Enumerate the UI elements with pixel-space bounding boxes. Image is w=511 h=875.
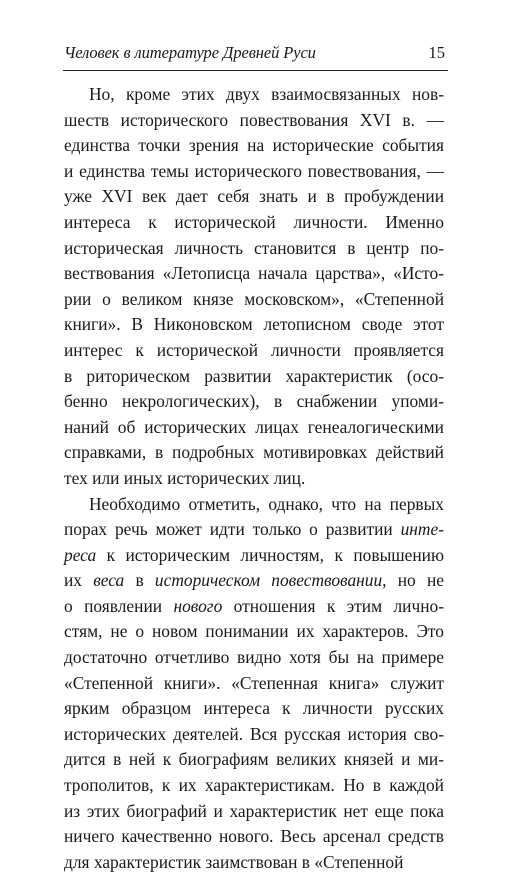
text-line xyxy=(64,184,444,210)
text-run: трополитов, к их характеристикам. Но в каждой xyxy=(64,775,444,795)
text-run: ничего качественно нового. Весь арсенал средств xyxy=(64,826,444,846)
text-line xyxy=(64,492,444,518)
text-line xyxy=(64,517,444,543)
text-line xyxy=(64,364,444,390)
text-run: Но, кроме этих двух взаимосвязанных нов- xyxy=(89,84,444,104)
text-run: достаточно отчетливо видно хотя бы на примере xyxy=(64,647,444,667)
italic-run: историческом повествовании, xyxy=(155,570,387,590)
text-run: шеств исторического повествования XVI в. — xyxy=(64,110,444,130)
italic-run: веса xyxy=(93,570,124,590)
text-run: интерес к исторической личности проявляется xyxy=(64,340,444,360)
text-run: «Степенной книги». «Степенная книга» служит xyxy=(64,673,444,693)
text-run: для характеристик заимствован в «Степенной xyxy=(64,852,403,872)
page-number: 15 xyxy=(429,43,446,63)
text-run: вествования «Летописца начала царства», «Исто- xyxy=(64,263,444,283)
text-line xyxy=(64,619,444,645)
text-line xyxy=(64,108,444,134)
text-line xyxy=(64,671,444,697)
text-line xyxy=(64,82,444,108)
text-line xyxy=(64,133,444,159)
text-run: Необходимо отметить, однако, что на первых xyxy=(89,494,444,514)
running-head xyxy=(64,43,445,63)
text-run: к историческим личностям, к повышению xyxy=(96,545,444,565)
text-run: справками, в подробных мотивировках действий xyxy=(64,442,444,462)
text-run: рии о великом князе московском», «Степенной xyxy=(64,289,444,309)
text-line xyxy=(64,210,444,236)
text-line xyxy=(64,312,444,338)
text-line xyxy=(64,466,444,492)
text-line xyxy=(64,696,444,722)
text-line xyxy=(64,543,444,569)
italic-run: нового xyxy=(173,596,222,616)
paragraph xyxy=(64,492,444,875)
text-line xyxy=(64,159,444,185)
text-run: и единства темы исторического повествования, — xyxy=(64,161,444,181)
text-run: тех или иных исторических лиц. xyxy=(64,468,305,488)
text-run: о появлении xyxy=(64,596,173,616)
text-run: исторических деятелей. Вся русская история сво- xyxy=(64,724,444,744)
text-run: в риторическом развитии характеристик (осо- xyxy=(64,366,444,386)
text-line xyxy=(64,389,444,415)
text-run: стям, не о новом понимании их характеров. Это xyxy=(64,621,444,641)
text-line xyxy=(64,594,444,620)
text-line xyxy=(64,645,444,671)
text-run: порах речь может идти только о развитии xyxy=(64,519,401,539)
text-run: бенно некрологических), в снабжении упоми- xyxy=(64,391,444,411)
text-run: интереса к исторической личности. Именно xyxy=(64,212,444,232)
text-run: в xyxy=(124,570,155,590)
text-line xyxy=(64,824,444,850)
italic-run: реса xyxy=(64,545,96,565)
text-run: дится в ней к биографиям великих князей и ми- xyxy=(64,749,444,769)
text-run: уже XVI век дает себя знать и в пробуждении xyxy=(64,186,444,206)
text-line xyxy=(64,568,444,594)
text-run: наний об исторических лицах генеалогическими xyxy=(64,417,444,437)
text-run: ярким образцом интереса к личности русских xyxy=(64,698,444,718)
text-line xyxy=(64,236,444,262)
text-line xyxy=(64,747,444,773)
text-run: но не xyxy=(387,570,444,590)
text-line xyxy=(64,261,444,287)
text-line xyxy=(64,722,444,748)
italic-run: инте- xyxy=(401,519,444,539)
text-line xyxy=(64,773,444,799)
text-run: из этих биографий и характеристик нет еще пока xyxy=(64,801,444,821)
text-line xyxy=(64,415,444,441)
text-line xyxy=(64,338,444,364)
text-run: единства точки зрения на исторические события xyxy=(64,135,444,155)
header-rule xyxy=(63,70,448,71)
text-run: историческая личность становится в центр по- xyxy=(64,238,444,258)
text-line xyxy=(64,799,444,825)
running-title: Человек в литературе Древней Руси xyxy=(64,43,316,63)
text-line xyxy=(64,850,444,875)
text-run: отношения к этим лично- xyxy=(222,596,444,616)
text-run: книги». В Никоновском летописном своде этот xyxy=(64,314,444,334)
text-run: их xyxy=(64,570,93,590)
text-line xyxy=(64,440,444,466)
text-line xyxy=(64,287,444,313)
body-text xyxy=(64,82,444,875)
paragraph xyxy=(64,82,444,492)
